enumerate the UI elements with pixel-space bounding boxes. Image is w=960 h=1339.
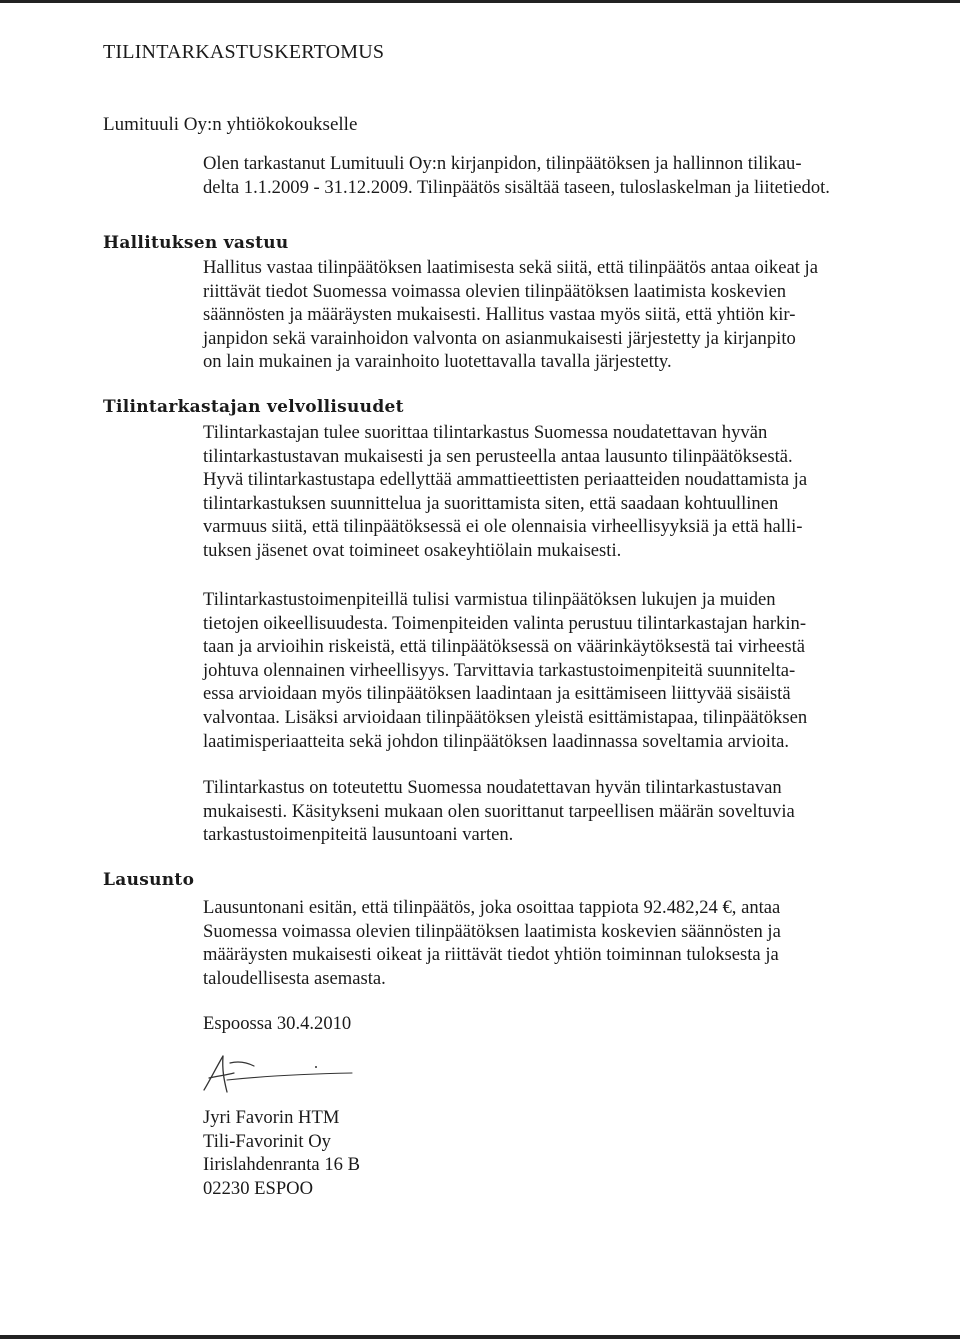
velvollisuudet-paragraph-3 [203,776,908,847]
signer-postal: 02230 ESPOO [203,1177,314,1199]
text-line: varmuus siitä, että tilinpäätöksessä ei ole olennaisia virheellisyyksiä ja että halli- [203,516,803,538]
recipient-line: Lumituuli Oy:n yhtiökokoukselle [103,114,358,135]
text-line: Lausuntonani esitän, että tilinpäätös, joka osoittaa tappiota 92.482,24 €, antaa [203,897,781,918]
text-line: Tilintarkastustoimenpiteillä tulisi varmistua tilinpäätöksen lukujen ja muiden [203,589,776,610]
text-line: tilintarkastuksen suunnittelua ja suorittamista siten, että saadaan kohtuullinen [203,492,779,514]
place-date-text: Espoossa 30.4.2010 [203,1013,352,1034]
text-line: säännösten ja määräysten mukaisesti. Hallitus vastaa myös siitä, että yhtiön kir- [203,304,796,326]
text-line: laatimisperiaatteita sekä johdon tilinpäätöksen laadinnassa soveltamia arvioita. [203,730,790,752]
document-title: TILINTARKASTUSKERTOMUS [103,41,385,63]
text-line: määräysten mukaisesti oikeat ja riittävät tiedot yhtiön toiminnan tuloksesta ja [203,944,779,966]
text-line: valvontaa. Lisäksi arvioidaan tilinpäätöksen yleistä esittämistapaa, tilinpäätöksen [203,706,808,728]
signer-block [203,1106,908,1200]
velvollisuudet-paragraph-1 [203,421,908,563]
text-line: tilintarkastustavan mukaisesti ja sen perusteella antaa lausunto tilinpäätöksestä. [203,445,793,467]
text-line: delta 1.1.2009 - 31.12.2009. Tilinpäätös sisältää taseen, tuloslaskelman ja liitetiedot. [203,176,830,198]
text-line: mukaisesti. Käsitykseni mukaan olen suorittanut tarpeellisen määrän soveltuvia [203,800,795,822]
text-line: johtuva olennainen virheellisyys. Tarvittavia tarkastustoimenpiteitä suunnitelta- [203,659,796,681]
text-line: on lain mukainen ja varainhoito luotettavalla tavalla järjestetty. [203,351,672,373]
signer-company: Tili-Favorinit Oy [203,1130,331,1152]
text-line: Hyvä tilintarkastustapa edellyttää ammattieettisten periaatteiden noudattamista ja [203,469,808,491]
text-line: Hallitus vastaa tilinpäätöksen laatimisesta sekä siitä, että tilinpäätös antaa oikeat ja [203,257,818,278]
signer-name: Jyri Favorin HTM [203,1107,340,1128]
handwritten-signature [196,1046,366,1106]
section-heading-velvollisuudet: Tilintarkastajan velvollisuudet [103,397,404,417]
text-line: tarkastustoimenpiteitä lausuntoani varten. [203,824,514,846]
text-line: essa arvioidaan myös tilinpäätöksen laadintaan ja esittämiseen liittyvää sisäistä [203,683,791,705]
velvollisuudet-paragraph-2 [203,588,908,753]
section-heading-hallitus: Hallituksen vastuu [103,233,289,253]
text-line: Suomessa voimassa olevien tilinpäätöksen laatimista koskevien säännösten ja [203,920,781,942]
text-line: Tilintarkastajan tulee suorittaa tilintarkastus Suomessa noudatettavan hyvän [203,422,768,443]
text-line: taan ja arvioihin riskeistä, että tilinpäätöksessä on väärinkäytöksestä tai virheestä [203,636,806,658]
text-line: tuksen jäsenet ovat toimineet osakeyhtiölain mukaisesti. [203,539,622,561]
lausunto-paragraph [203,896,908,990]
text-line: Tilintarkastus on toteutettu Suomessa noudatettavan hyvän tilintarkastustavan [203,777,782,798]
text-line: tietojen oikeellisuudesta. Toimenpiteiden valinta perustuu tilintarkastajan harkin- [203,612,807,634]
place-date [203,1012,908,1036]
text-line: Olen tarkastanut Lumituuli Oy:n kirjanpidon, tilinpäätöksen ja hallinnon tilikau- [203,153,802,174]
scan-edge-bottom [0,1335,960,1339]
text-line: janpidon sekä varainhoidon valvonta on asianmukaisesti järjestetty ja kirjanpito [203,327,796,349]
intro-paragraph [203,152,908,199]
signer-street: Iirislahdenranta 16 B [203,1154,360,1176]
text-line: riittävät tiedot Suomessa voimassa olevien tilinpäätöksen laatimista koskevien [203,280,786,302]
scan-edge-top [0,0,960,3]
section-heading-lausunto: Lausunto [103,870,195,890]
hallitus-paragraph [203,256,908,374]
text-line: taloudellisesta asemasta. [203,967,386,989]
